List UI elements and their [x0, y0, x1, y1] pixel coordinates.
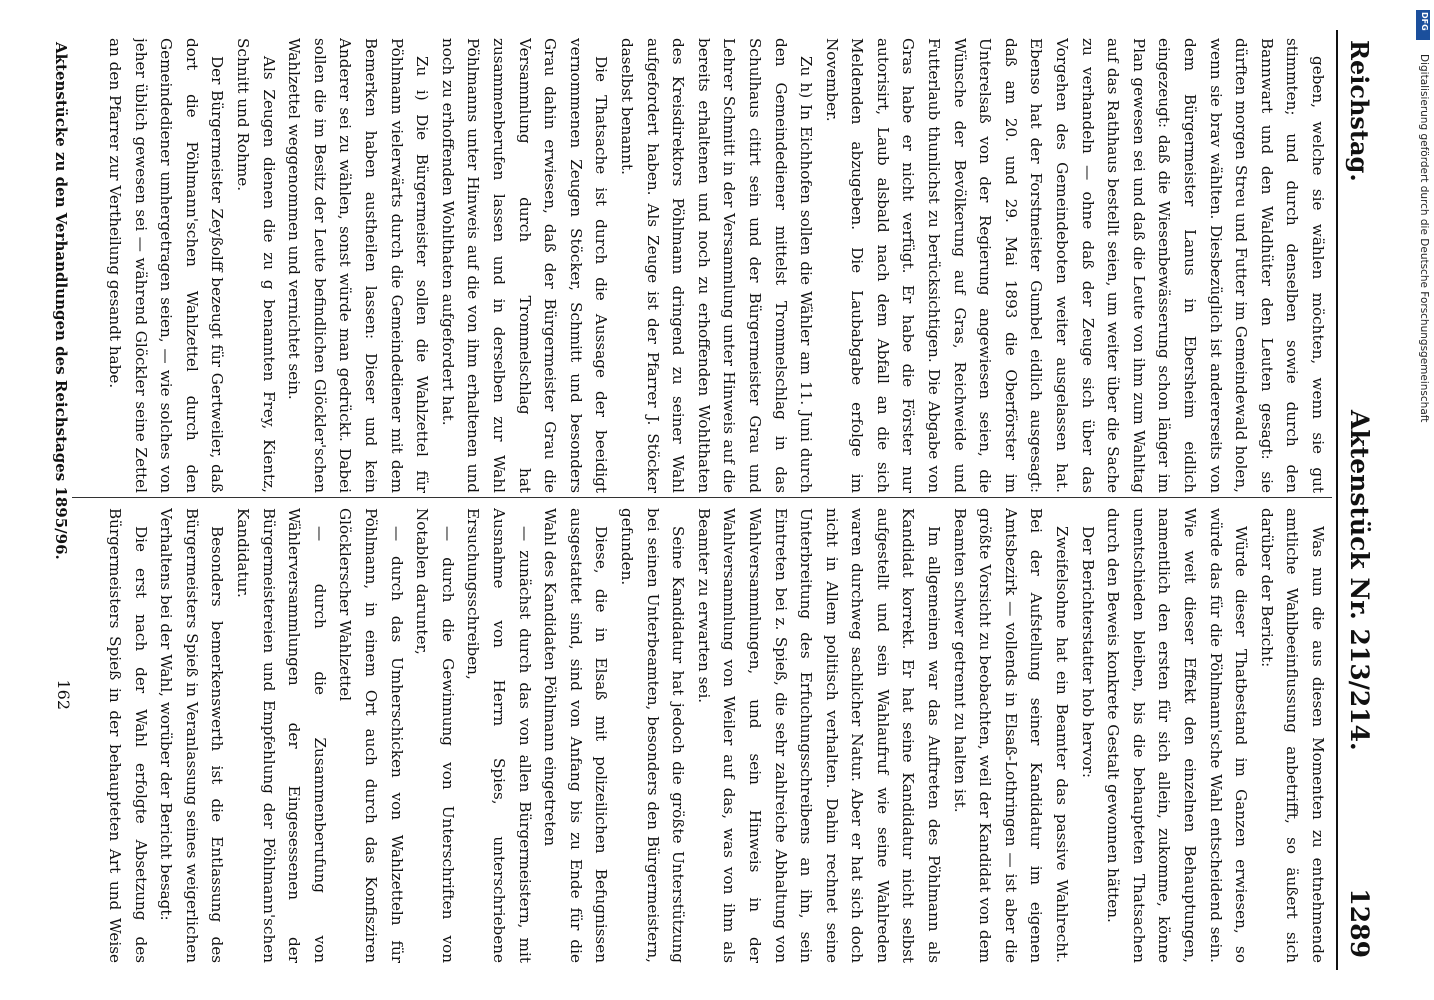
header-left: Reichstag. [1345, 40, 1374, 182]
paragraph: geben, welche sie wählen möchten, wenn sie gut stimmten; und durch denselben sowie durch den Bannwart und den Waldhüter den Leuten gesagt: sie dürften morgen Streu und Futter im Gemeindewald holen, wenn sie brav wählten. Diesbezüglich ist andererseits von dem Bürgermeister Lanus in Ebersheim eidlich eingezeugt: daß die Wiesenbewässerung schon länger im Plan gewesen sei und daß die Leute von ihm zum Wahltag auf das Rathhaus bestellt seien, um weiter über die Sache zu verhandeln — ohne daß der Zeuge sich über das Vorgehen des Gemeindeboten weiter ausgelassen hat. Ebenso hat der Forstmeister Gumbel eidlich ausgesagt: daß am 20. und 29. Mai 1893 die Oberförster im Unterelsaß von der Regierung angewiesen seien, die Wünsche der Bevölkerung auf Gras, Reichweide und Futterlaub thunlichst zu berücksichtigen. Die Abgabe von Gras habe er nicht verfügt. Er habe die Förster nur autorisirt, Laub alsbald nach dem Abfall an die sich Meldenden abzugeben. Die Laubabgabe erfolge im November. [822, 38, 1327, 493]
paragraph: Zweifelsohne hat ein Beamter das passive Wahlrecht. Bei der Aufstellung seiner Kandidatur im eigenen Amtsbezirk — vollends in Elsaß-Lothringen — ist aber die größte Vorsicht zu beobachten, weil der Kandidat von dem Beamten schwer getrennt zu halten ist. [950, 508, 1072, 963]
paragraph: — durch die Gewinnung von Unterschriften von Notablen darunter, [413, 508, 457, 963]
dfg-logo-text: DFG [1420, 12, 1429, 31]
document-page [50, 30, 1380, 970]
paragraph: Im allgemeinen war das Auftreten des Pöhlmann als Kandidat korrekt. Er hat seine Kandidatur nicht selbst aufgestellt und sein Wahlaufruf wie seine Wahlreden waren durchweg sachlicher Natur. Aber er hat sich doch nicht in Allem politisch verhalten. Dahin rechnet seine Unterbreitung des Erfuchungsschreibens an ihn, sein Eintreten bei z. Spieß, die sehr zahlreiche Abhaltung von Wahlversammlungen, und sein Hinweis in der Wahlversammlung von Weiler auf das, was von ihm als Beamter zu erwarten sei. [694, 508, 944, 963]
paragraph: Besonders bemerkenswerth ist die Entlassung des Bürgermeisters Spieß in Veranlassung seines weigerlichen Verhaltens bei der Wahl, worüber der Bericht besagt: [157, 508, 227, 963]
paragraph: Die Thatsache ist durch die Aussage der beeidigt vernommenen Zeugen Stöcker, Schmitt und besonders Grau dahin erwiesen, daß der Bürgermeister Grau die Versammlung durch Trommelschlag hat zusammenberufen lassen und in derselben zur Wahl Pöhlmanns unter Hinweis auf die von ihm erhaltenen und noch zu erhoffenden Wohlthaten aufgefordert hat. [438, 38, 611, 493]
paragraph: — zunächst durch das von allen Bürgermeistern, mit Ausnahme von Herrn Spies, unterschriebene Ersuchungsschreiben, [464, 508, 534, 963]
paragraph: — durch das Umherschicken von Wahlzetteln für Pöhlmann, in einem Ort auch durch das Konfisziren Glöcklerscher Wahlzettel [336, 508, 406, 963]
paragraph: Zu i) Die Bürgermeister sollen die Wahlzettel für Pöhlmann vielerwärts durch die Gemeindediener mit dem Bemerken haben austheilen lassen: Dieser und kein Anderer sei zu wählen, sonst würde man gedrückt. Dabei sollen die im Besitz der Leute befindlichen Glöckler'schen Wahlzettel weggenommen und vernichtet sein. [285, 38, 432, 493]
paragraph: — durch die Zusammenberufung von Wählerversammlungen der Eingesessenen der Bürgermeistereien und Empfehlung der Pöhlmann'schen Kandidatur. [234, 508, 329, 963]
page-number: 1289 [1345, 888, 1374, 958]
paragraph: Was nun die aus diesen Momenten zu entnehmende amtliche Wahlbeeinflussung anbetrifft, so äußert sich darüber der Bericht: [1257, 508, 1327, 963]
paragraph: Als Zeugen dienen die zu g benannten Frey, Kientz, Schnitt und Rohme. [234, 38, 278, 493]
footer-note: Aktenstücke zu den Verhandlungen des Reichstages 1895/96. [52, 42, 70, 560]
paragraph: Der Berichterstatter hob hervor: [1078, 526, 1097, 778]
paragraph: Zu h) In Eichhofen sollen die Wähler am 11. Juni durch den Gemeindediener mittelst Trommelschlag in das Schulhaus citirt sein und der Bürgermeister Grau und Lehrer Schmitt in der Versammlung unter Hinweis auf die bereits erhaltenen und noch zu erhoffenden Wohlthaten des Kreisdirektors Pöhlmann dringend zu seiner Wahl aufgefordert haben. Als Zeuge ist der Pfarrer J. Stöcker daselbst benannt. [617, 38, 816, 493]
page-header [1336, 30, 1380, 970]
side-note [1414, 14, 1430, 974]
paragraph: Würde dieser Thatbestand im Ganzen erwiesen, so würde das für die Pöhlmann'sche Wahl entscheidend sein. Wie weit dieser Effekt den einzelnen Behauptungen, namentlich den ersten für sich allein, zukomme, könne unentschieden bleiben, bis die behaupteten Thatsachen durch den Beweis konkrete Gestalt gewonnen hätten. [1104, 508, 1251, 963]
paragraph: Die erst nach der Wahl erfolgte Absetzung des Bürgermeisters Spieß in der behaupteten Art und Weise [106, 508, 150, 963]
signature-number: 162 [54, 679, 73, 710]
header-center: Aktenstück Nr. 213/214. [1345, 410, 1374, 751]
side-note-text: Digitalisierung gefördert durch die Deutsche Forschungsgemeinschaft [1418, 54, 1430, 423]
right-column [100, 508, 1330, 963]
paragraph: Seine Kandidatur hat jedoch die größte Unterstützung bei seinen Unterbeamten, besonders den Bürgermeistern, gefunden. [617, 508, 688, 963]
paragraph: Der Bürgermeister Zeyßolff bezeugt für Gertweiler, daß dort die Pöhlmann'schen Wahlzettel durch den Gemeindediener umhergetragen seien, — wie solches von jeher üblich gewesen sei — während Glöckler seine Zettel an den Pfarrer zur Vertheilung gesandt habe. [106, 38, 227, 493]
left-column [100, 38, 1330, 493]
paragraph: Diese, die in Elsaß mit polizeilichen Befugnissen ausgestattet sind, sind von Anfang bis zu Ende für die Wahl des Kandidaten Pöhlmann eingetreten [541, 508, 611, 963]
column-divider [72, 497, 1332, 498]
